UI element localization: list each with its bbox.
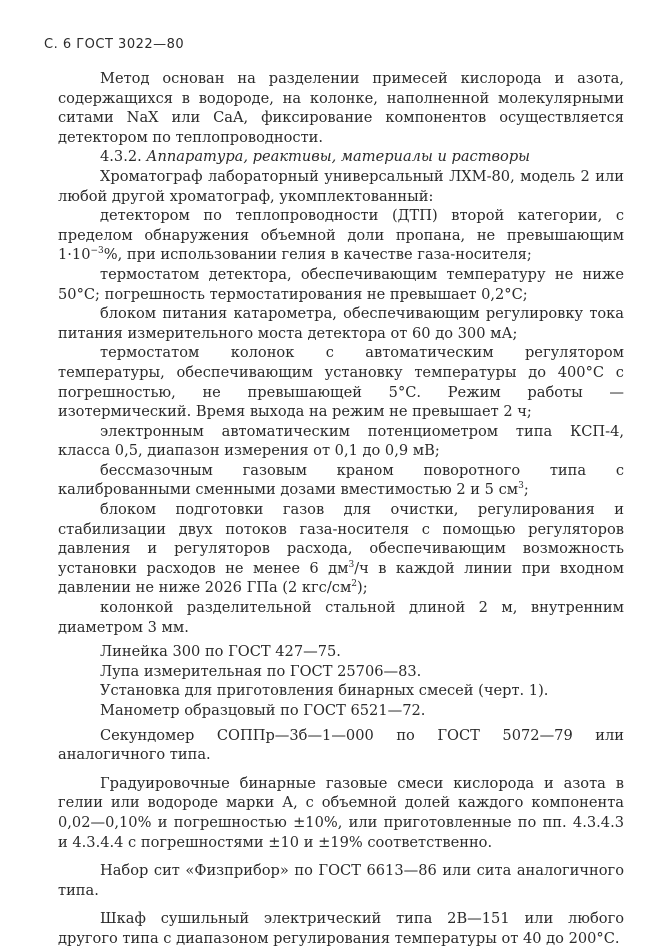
item-sieves: Набор сит «Физприбор» по ГОСТ 6613—86 или сита аналогичного типа. xyxy=(58,862,624,899)
section-heading xyxy=(58,147,624,167)
item-gas-preparation: блоком подготовки газов для очистки, регулирования и стабилизации двух потоков газа-носителя с помощью регуляторов давления и регуляторов расхода, обеспечивающим возможность установки расходов не менее 6 $дм^3/ч$ в каждой линии при входном давлении не ниже 2026 ГПа (2 кгс/$см^2$); xyxy=(58,501,625,597)
page-body xyxy=(58,69,624,949)
item-power-unit: блоком питания катарометра, обеспечивающим регулировку тока питания измерительного моста детектора от 60 до 300 мА; xyxy=(58,305,624,342)
item-mixer-setup: Установка для приготовления бинарных смесей (черт. 1). xyxy=(100,682,549,700)
item-manometer: Манометр образцовый по ГОСТ 6521—72. xyxy=(100,702,426,719)
item-calibration-mixtures: Градуировочные бинарные газовые смеси кислорода и азота в гелии или водороде марки А, с объемной долей каждого компонента 0,02—0,10% и погрешностью ±10%, или приготовленные по пп. 4.3.4.3 и 4.3.4.4 с погрешностями ±10 и ±19% соответственно. xyxy=(58,774,624,851)
item-ruler: Линейка 300 по ГОСТ 427—75. xyxy=(100,643,341,661)
item-stopwatch: Секундомер СОППр—3б—1—000 по ГОСТ 5072—79 или аналогичного типа. xyxy=(58,726,624,764)
paragraph-chromatograph: Хроматограф лабораторный универсальный ЛХМ-80, модель 2 или любой другой хроматограф, укомплектованный: xyxy=(58,167,624,205)
item-detector: детектором по теплопроводности (ДТП) второй категории, с пределом обнаружения объемной доли пропана, не превышающим $1\cdot 10^{-3}\%$, при использовании гелия в качестве газа-носителя; xyxy=(58,207,624,264)
item-gas-valve: бессмазочным газовым краном поворотного типа с калиброванными сменными дозами вместимостью 2 и 5 $см^3$; xyxy=(58,461,624,499)
item-potentiometer: электронным автоматическим потенциометром типа КСП-4, класса 0,5, диапазон измерения от 0,1 до 0,9 мВ; xyxy=(58,422,624,460)
page-header: С. 6 ГОСТ 3022—80 xyxy=(44,37,185,52)
item-thermostat-detector: термостатом детектора, обеспечивающим температуру не ниже 50°С; погрешность термостатирования не превышает 0,2°С; xyxy=(58,265,624,303)
item-column: колонкой разделительной стальной длиной 2 м, внутренним диаметром 3 мм. xyxy=(58,599,624,636)
section-number: 4.3.2. xyxy=(100,148,142,166)
item-drying-oven: Шкаф сушильный электрический типа 2В—151 или любого другого типа с диапазоном регулирования температуры от 40 до 200°С. xyxy=(58,910,624,947)
item-magnifier: Лупа измерительная по ГОСТ 25706—83. xyxy=(100,662,422,680)
item-thermostat-columns: термостатом колонок с автоматическим регулятором температуры, обеспечивающим установку температуры до 400°С с погрешностью, не превышающей 5°С. Режим работы — изотермический. Время выхода на режим не превышает 2 ч; xyxy=(58,344,624,421)
section-title: Аппаратура, реактивы, материалы и растворы xyxy=(146,148,531,166)
paragraph-method: Метод основан на разделении примесей кислорода и азота, содержащихся в водороде, на колонке, наполненной молекулярными ситами NaX или CaA, фиксирование компонентов осуществляется детектором по теплопроводности. xyxy=(58,70,624,146)
